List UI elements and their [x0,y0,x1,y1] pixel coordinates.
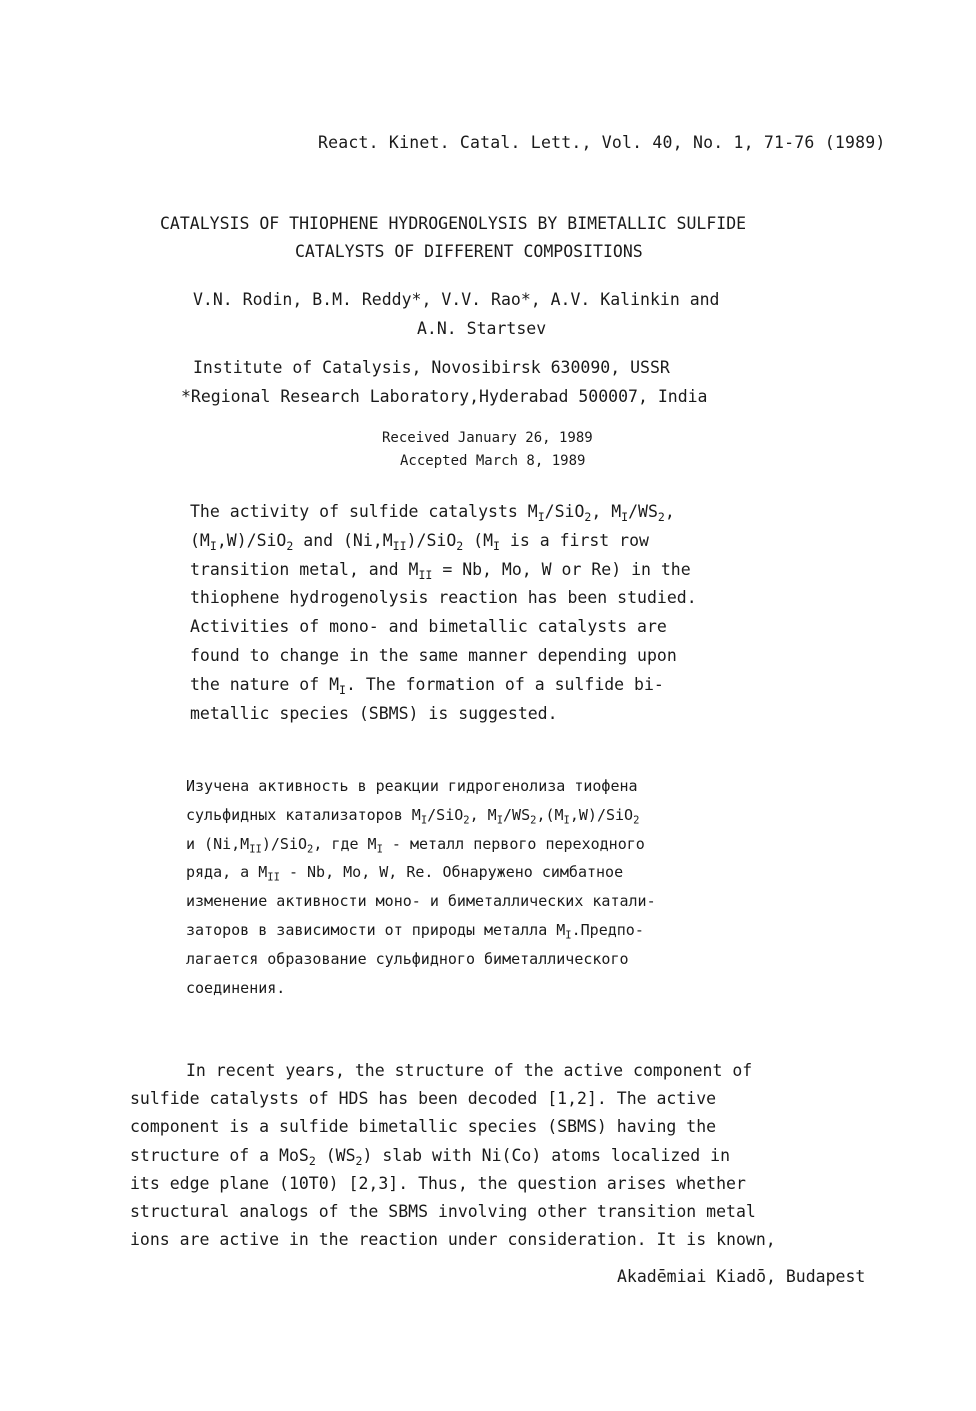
abstract-ru-line-5: изменение активности моно- и биметаллических катали- [186,892,656,911]
body-line-4: structure of a MoS$_2$ $(WS_2)$ slab with Ni(Co) atoms localized in [130,1145,731,1168]
publisher: Akadēmiai Kiadō, Budapest [617,1267,866,1286]
authors-line-2: A.N. Startsev [417,319,547,338]
abstract-en-line-7: the nature of $M_I$. The formation of a sulfide bi- [190,674,664,697]
abstract-en-line-8: metallic species (SBMS) is suggested. [190,703,558,723]
abstract-en-line-1: The activity of sulfide catalysts $M_I/SiO_2$, $M_I/WS_2$, [190,502,675,525]
paper-title-line-1: CATALYSIS OF THIOPHENE HYDROGENOLYSIS BY BIMETALLIC SULFIDE [160,214,747,233]
abstract-en-line-3: transition metal, and $M_{II} = Nb$, Mo, W or Re) in the [190,559,691,582]
abstract-ru-line-3: и $(Ni,M_{II})/SiO_2$, где $M_I$ - металл первого переходного [186,834,645,856]
body-line-7: ions are active in the reaction under consideration. It is known, [130,1230,776,1250]
received-date: Received January 26, 1989 [382,430,593,446]
abstract-ru-line-7: лагается образование сульфидного биметаллического [186,949,629,968]
body-line-1: In recent years, the structure of the active component of [186,1061,753,1080]
body-line-6: structural analogs of the SBMS involving other transition metal [130,1202,756,1222]
journal-citation: React. Kinet. Catal. Lett., Vol. 40, No. 1, 71-76 (1989) [318,133,886,152]
abstract-ru-line-8: соединения. [186,978,286,997]
authors-line-1: V.N. Rodin, B.M. Reddy*, V.V. Rao*, A.V. Kalinkin and [193,290,720,309]
abstract-english [190,498,697,728]
abstract-ru-line-2: сульфидных катализаторов $M_I/SiO_2$, $M_I/WS_2,(M_I,W)/SiO_2$ [186,805,640,827]
abstract-russian [186,772,656,1002]
body-line-5: its edge plane (10T0) [2,3]. Thus, the question arises whether [130,1173,746,1193]
affiliation-1: Institute of Catalysis, Novosibirsk 630090, USSR [193,358,670,377]
abstract-ru-line-1: Изучена активность в реакции гидрогенолиза тиофена [186,777,638,795]
abstract-ru-line-4: ряда, а $M_{II}$ - Nb, Mo, W, Re. Обнаружено симбатное [186,863,624,885]
abstract-en-line-4: thiophene hydrogenolysis reaction has been studied. [190,588,697,608]
body-line-2: sulfide catalysts of HDS has been decoded [1,2]. The active [130,1089,717,1109]
paper-title-line-2: CATALYSTS OF DIFFERENT COMPOSITIONS [295,242,643,261]
abstract-ru-line-6: заторов в зависимости от природы металла $M_I.Предпо-$ [186,920,644,942]
affiliation-2: *Regional Research Laboratory,Hyderabad 500007, India [181,387,708,406]
abstract-en-line-5: Activities of mono- and bimetallic catalysts are [190,617,667,637]
abstract-en-line-6: found to change in the same manner depending upon [190,645,677,665]
body-text [130,1057,776,1254]
abstract-en-line-2: $(M_I,W)/SiO_2$ and $(Ni,M_{II})/SiO_2$ ($M_I$ is a first row [190,530,649,553]
body-line-3: component is a sulfide bimetallic species (SBMS) having the [130,1117,717,1137]
accepted-date: Accepted March 8, 1989 [400,453,586,469]
